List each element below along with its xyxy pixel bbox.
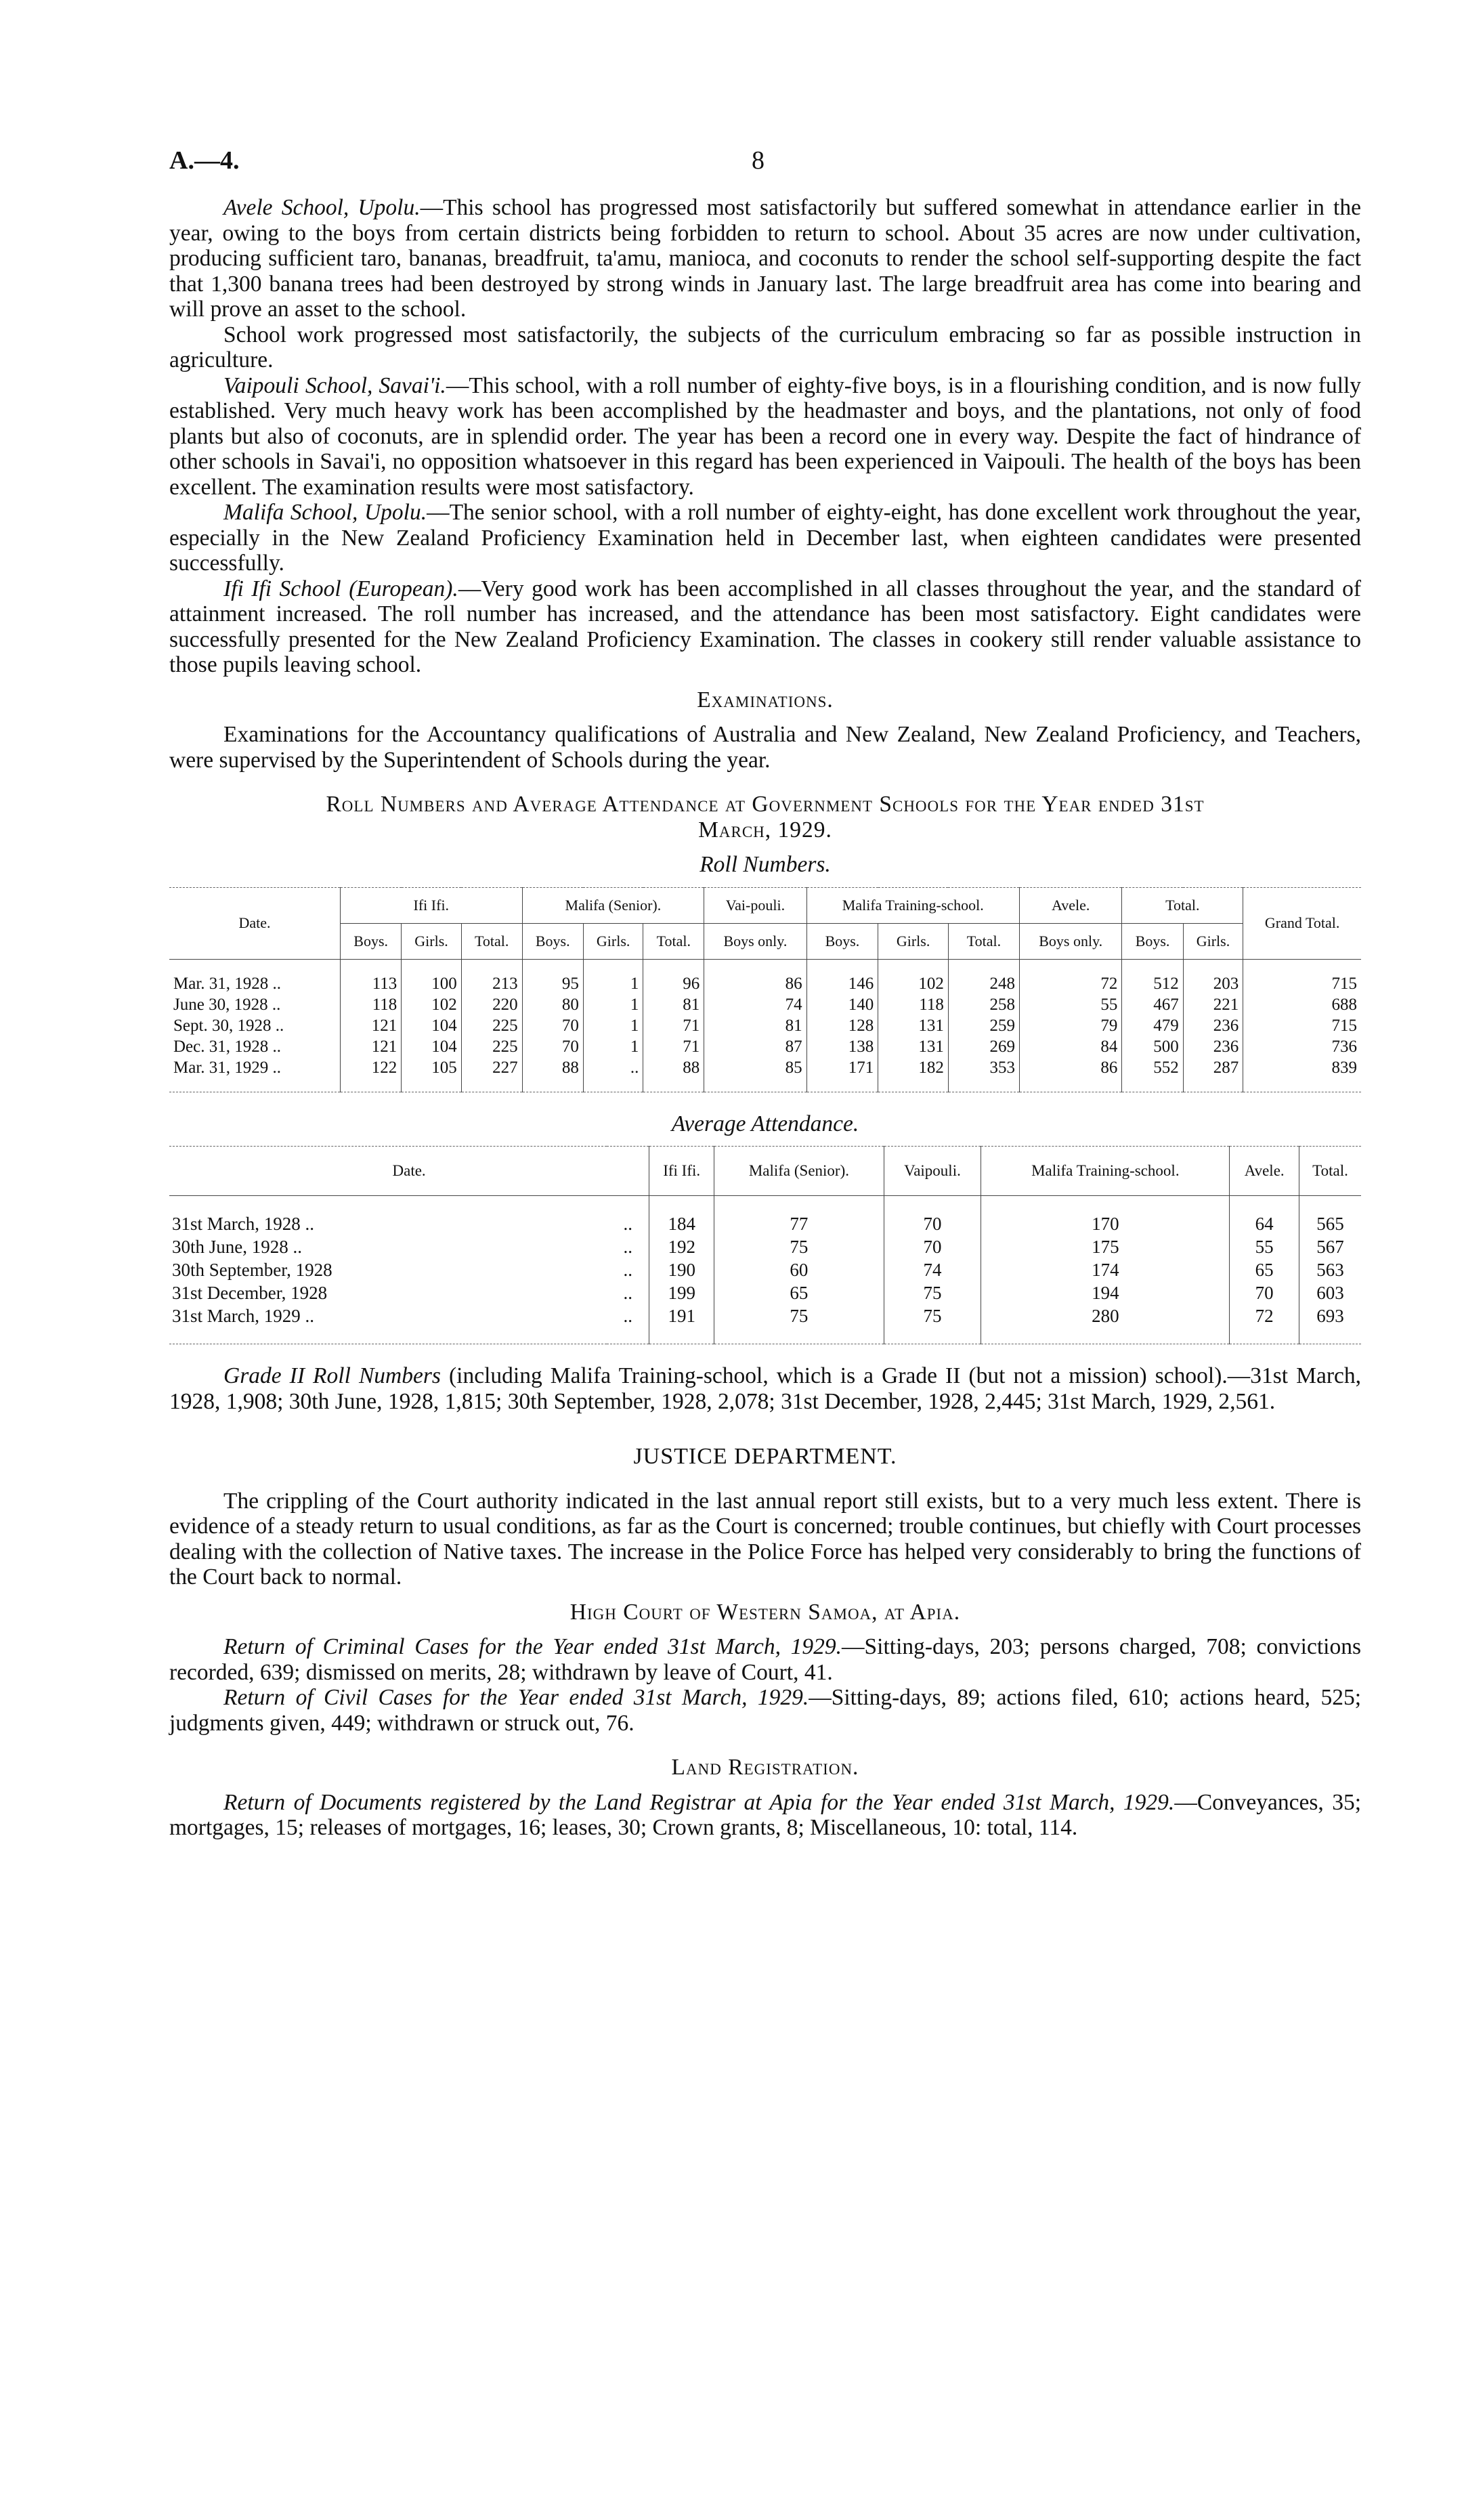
- roll-value-cell: 1: [583, 994, 643, 1015]
- roll-value-cell: 1: [583, 973, 643, 994]
- attendance-value-cell: 280: [981, 1304, 1230, 1327]
- criminal-cases-paragraph: Return of Criminal Cases for the Year ended 31st March, 1929.—Sitting-days, 203; persons charged, 708; convictions recorded, 639; dismissed on merits, 28; withdrawn by leave of Court, 41.: [169, 1634, 1361, 1685]
- attendance-value-cell: 194: [981, 1281, 1230, 1304]
- roll-value-cell: 715: [1243, 973, 1361, 994]
- sub-header: Girls.: [583, 923, 643, 959]
- sub-header: Total.: [948, 923, 1019, 959]
- average-attendance-table: [169, 1146, 1361, 1344]
- attendance-value-cell: 192: [649, 1235, 714, 1258]
- roll-date-cell: Sept. 30, 1928 ..: [173, 1016, 284, 1035]
- roll-value-cell: 225: [461, 1015, 522, 1036]
- roll-value-cell: 100: [402, 973, 462, 994]
- roll-value-cell: 688: [1243, 994, 1361, 1015]
- attendance-leader-cell: ..: [623, 1260, 632, 1280]
- page-number: 8: [752, 146, 765, 175]
- col-ifiifi: Ifi Ifi.: [341, 887, 523, 923]
- att-col-date: Date.: [169, 1147, 649, 1196]
- attendance-value-cell: 75: [884, 1304, 981, 1327]
- roll-numbers-subtitle: Roll Numbers.: [699, 852, 831, 877]
- roll-value-cell: 80: [522, 994, 583, 1015]
- attendance-value-cell: 75: [714, 1235, 884, 1258]
- attendance-value-cell: 693: [1299, 1304, 1361, 1327]
- roll-value-cell: 131: [878, 1015, 949, 1036]
- attendance-date-cell: 31st March, 1929 ..: [172, 1306, 314, 1326]
- attendance-row: [169, 1235, 1361, 1258]
- attendance-value-cell: 191: [649, 1304, 714, 1327]
- roll-value-cell: 71: [643, 1015, 704, 1036]
- justice-paragraph: The crippling of the Court authority indicated in the last annual report still exists, but to a very much less extent. There is evidence of a steady return to usual conditions, as far as the Court is concerned; trouble continues, but chiefly with Court processes dealing with the collection of Native taxes. The increase in the Police Force has helped very considerably to bring the functions of the Court back to normal.: [169, 1488, 1361, 1589]
- attendance-row: [169, 1304, 1361, 1327]
- attendance-value-cell: 60: [714, 1258, 884, 1281]
- roll-row: [169, 1015, 1361, 1036]
- attendance-value-cell: 55: [1230, 1235, 1299, 1258]
- roll-value-cell: 203: [1183, 973, 1243, 994]
- attendance-date-cell: 31st December, 1928: [172, 1283, 328, 1303]
- ifiifi-paragraph: Ifi Ifi School (European).—Very good work has been accomplished in all classes throughout the year, and the standard of attainment increased. The roll number has increased, and the attendance has been most satisfactory. Eight candidates were successfully presented for the New Zealand Proficiency Examination. The classes in cookery still render valuable assistance to those pupils leaving school.: [169, 576, 1362, 677]
- roll-value-cell: 269: [948, 1036, 1019, 1057]
- criminal-cases-heading: Return of Criminal Cases for the Year ended 31st March, 1929.: [223, 1634, 842, 1659]
- attendance-value-cell: 74: [884, 1258, 981, 1281]
- avele-paragraph-2: School work progressed most satisfactorily, the subjects of the curriculum embracing so far as possible instruction in agriculture.: [169, 322, 1361, 372]
- roll-value-cell: 138: [806, 1036, 878, 1057]
- grade2-heading: Grade II Roll Numbers: [223, 1363, 441, 1388]
- attendance-date-cell: 30th June, 1928 ..: [172, 1237, 302, 1257]
- attendance-leader-cell: ..: [623, 1283, 632, 1303]
- attendance-value-cell: 72: [1230, 1304, 1299, 1327]
- roll-value-cell: 88: [522, 1057, 583, 1078]
- roll-value-cell: 736: [1243, 1036, 1361, 1057]
- attendance-value-cell: 75: [714, 1304, 884, 1327]
- col-total: Total.: [1122, 887, 1243, 923]
- attendance-leader-cell: ..: [623, 1237, 632, 1257]
- roll-value-cell: 258: [948, 994, 1019, 1015]
- attendance-value-cell: 190: [649, 1258, 714, 1281]
- sub-header: Boys.: [1122, 923, 1183, 959]
- col-grand-total: Grand Total.: [1243, 887, 1361, 959]
- land-registration-return-heading: Return of Documents registered by the Land Registrar at Apia for the Year ended 31st March, 1929.: [223, 1789, 1175, 1815]
- attendance-leader-cell: ..: [623, 1214, 632, 1234]
- roll-value-cell: 104: [402, 1015, 462, 1036]
- attendance-date-cell: 31st March, 1928 ..: [172, 1214, 314, 1234]
- roll-value-cell: 86: [1020, 1057, 1122, 1078]
- roll-value-cell: 104: [402, 1036, 462, 1057]
- attendance-value-cell: 75: [884, 1281, 981, 1304]
- col-vaipouli: Vai-pouli.: [704, 887, 806, 923]
- col-date: Date.: [169, 887, 341, 959]
- roll-date-cell: June 30, 1928 ..: [173, 995, 281, 1014]
- roll-value-cell: 259: [948, 1015, 1019, 1036]
- avele-paragraph: Avele School, Upolu.—This school has progressed most satisfactorily but suffered somewhat in attendance earlier in the year, owing to the boys from certain districts being forbidden to return to school. About 35 acres are now under cultivation, producing sufficient taro, bananas, breadfruit, ta'amu, manioca, and coconuts to render the school self-supporting despite the fact that 1,300 banana trees had been destroyed by strong winds in January last. The large breadfruit area has come into bearing and will prove an asset to the school.: [169, 195, 1361, 322]
- roll-value-cell: 70: [522, 1015, 583, 1036]
- attendance-value-cell: 70: [884, 1235, 981, 1258]
- attendance-value-cell: 65: [714, 1281, 884, 1304]
- attendance-value-cell: 184: [649, 1212, 714, 1235]
- roll-value-cell: 122: [341, 1057, 402, 1078]
- roll-row: [169, 994, 1361, 1015]
- sub-header: Girls.: [1183, 923, 1243, 959]
- sub-header: Total.: [461, 923, 522, 959]
- roll-date-cell: Mar. 31, 1928 ..: [173, 974, 282, 993]
- roll-row: [169, 1057, 1361, 1078]
- sub-header: Girls.: [402, 923, 462, 959]
- average-attendance-subtitle: Average Attendance.: [671, 1111, 859, 1136]
- malifa-paragraph: Malifa School, Upolu.—The senior school, with a roll number of eighty-eight, has done excellent work throughout the year, especially in the New Zealand Proficiency Examination held in December last, when eighteen candidates were presented successfully.: [169, 500, 1361, 576]
- roll-value-cell: 146: [806, 973, 878, 994]
- roll-value-cell: 213: [461, 973, 522, 994]
- roll-value-cell: 182: [878, 1057, 949, 1078]
- attendance-value-cell: 174: [981, 1258, 1230, 1281]
- attendance-value-cell: 170: [981, 1212, 1230, 1235]
- roll-value-cell: 121: [341, 1015, 402, 1036]
- roll-value-cell: 236: [1183, 1015, 1243, 1036]
- examinations-paragraph: Examinations for the Accountancy qualifications of Australia and New Zealand, New Zealand Proficiency, and Teachers, were supervised by the Superintendent of Schools during the year.: [169, 722, 1361, 773]
- land-registration-paragraph: Return of Documents registered by the Land Registrar at Apia for the Year ended 31st March, 1929.—Conveyances, 35; mortgages, 15; releases of mortgages, 16; leases, 30; Crown grants, 8; Miscellaneous, 10: total, 114.: [169, 1789, 1362, 1840]
- att-col-avele: Avele.: [1230, 1147, 1299, 1196]
- attendance-row: [169, 1212, 1361, 1235]
- roll-value-cell: 79: [1020, 1015, 1122, 1036]
- roll-table-title-2: March, 1929.: [698, 817, 832, 842]
- roll-value-cell: 121: [341, 1036, 402, 1057]
- roll-value-cell: 353: [948, 1057, 1019, 1078]
- roll-value-cell: 1: [583, 1036, 643, 1057]
- roll-value-cell: 552: [1122, 1057, 1183, 1078]
- roll-value-cell: 81: [704, 1015, 806, 1036]
- avele-heading: Avele School, Upolu.: [223, 195, 421, 220]
- roll-date-cell: Dec. 31, 1928 ..: [173, 1037, 281, 1056]
- high-court-heading: High Court of Western Samoa, at Apia.: [569, 1599, 961, 1625]
- ifiifi-heading: Ifi Ifi School (European).: [223, 576, 458, 601]
- sub-header: Boys.: [522, 923, 583, 959]
- roll-value-cell: 227: [461, 1057, 522, 1078]
- att-col-total: Total.: [1299, 1147, 1361, 1196]
- roll-value-cell: 118: [878, 994, 949, 1015]
- land-registration-heading: Land Registration.: [671, 1755, 859, 1780]
- roll-value-cell: 71: [643, 1036, 704, 1057]
- roll-value-cell: 221: [1183, 994, 1243, 1015]
- roll-value-cell: 171: [806, 1057, 878, 1078]
- roll-value-cell: 128: [806, 1015, 878, 1036]
- sub-header: Boys.: [806, 923, 878, 959]
- attendance-value-cell: 563: [1299, 1258, 1361, 1281]
- roll-value-cell: 86: [704, 973, 806, 994]
- attendance-date-cell: 30th September, 1928: [172, 1260, 332, 1280]
- sub-header: Boys only.: [704, 923, 806, 959]
- attendance-value-cell: 64: [1230, 1212, 1299, 1235]
- roll-row: [169, 1036, 1361, 1057]
- roll-value-cell: 95: [522, 973, 583, 994]
- roll-value-cell: 85: [704, 1057, 806, 1078]
- col-malifa-senior: Malifa (Senior).: [522, 887, 704, 923]
- roll-value-cell: 118: [341, 994, 402, 1015]
- att-col-vaipouli: Vaipouli.: [884, 1147, 981, 1196]
- roll-value-cell: 479: [1122, 1015, 1183, 1036]
- roll-row: [169, 973, 1361, 994]
- roll-value-cell: 131: [878, 1036, 949, 1057]
- roll-value-cell: 55: [1020, 994, 1122, 1015]
- page-header: [169, 146, 1361, 186]
- roll-numbers-table: [169, 887, 1361, 1092]
- attendance-value-cell: 70: [884, 1212, 981, 1235]
- roll-value-cell: 225: [461, 1036, 522, 1057]
- average-attendance-body: [169, 1196, 1361, 1344]
- roll-value-cell: 220: [461, 994, 522, 1015]
- roll-date-cell: Mar. 31, 1929 ..: [173, 1058, 282, 1077]
- sub-header: Girls.: [878, 923, 949, 959]
- roll-value-cell: 105: [402, 1057, 462, 1078]
- roll-value-cell: 74: [704, 994, 806, 1015]
- roll-value-cell: 84: [1020, 1036, 1122, 1057]
- roll-value-cell: 88: [643, 1057, 704, 1078]
- attendance-value-cell: 70: [1230, 1281, 1299, 1304]
- civil-cases-paragraph: Return of Civil Cases for the Year ended 31st March, 1929.—Sitting-days, 89; actions filed, 610; actions heard, 525; judgments given, 449; withdrawn or struck out, 76.: [169, 1685, 1361, 1736]
- grade2-paragraph: Grade II Roll Numbers (including Malifa Training-school, which is a Grade II (but not a mission) school).—31st March, 1928, 1,908; 30th June, 1928, 1,815; 30th September, 1928, 2,078; 31st December, 1928, 2,445; 31st March, 1929, 2,561.: [169, 1363, 1361, 1414]
- att-col-malifa-senior: Malifa (Senior).: [714, 1147, 884, 1196]
- roll-value-cell: 102: [878, 973, 949, 994]
- roll-value-cell: 839: [1243, 1057, 1361, 1078]
- vaipouli-heading: Vaipouli School, Savai'i.: [223, 372, 446, 398]
- roll-value-cell: 248: [948, 973, 1019, 994]
- attendance-value-cell: 565: [1299, 1212, 1361, 1235]
- roll-value-cell: 715: [1243, 1015, 1361, 1036]
- roll-value-cell: 72: [1020, 973, 1122, 994]
- roll-value-cell: 102: [402, 994, 462, 1015]
- malifa-heading: Malifa School, Upolu.: [223, 500, 427, 525]
- roll-value-cell: 236: [1183, 1036, 1243, 1057]
- roll-table-title: Roll Numbers and Average Attendance at Government Schools for the Year ended 31st: [326, 792, 1205, 817]
- roll-value-cell: 500: [1122, 1036, 1183, 1057]
- col-malifa-training: Malifa Training-school.: [806, 887, 1019, 923]
- attendance-value-cell: 65: [1230, 1258, 1299, 1281]
- sub-header: Total.: [643, 923, 704, 959]
- justice-heading: JUSTICE DEPARTMENT.: [633, 1444, 897, 1469]
- roll-value-cell: ..: [583, 1057, 643, 1078]
- attendance-value-cell: 175: [981, 1235, 1230, 1258]
- roll-value-cell: 287: [1183, 1057, 1243, 1078]
- sub-header: Boys.: [341, 923, 402, 959]
- roll-value-cell: 512: [1122, 973, 1183, 994]
- attendance-row: [169, 1281, 1361, 1304]
- attendance-row: [169, 1258, 1361, 1281]
- attendance-value-cell: 603: [1299, 1281, 1361, 1304]
- att-col-ifiifi: Ifi Ifi.: [649, 1147, 714, 1196]
- attendance-value-cell: 567: [1299, 1235, 1361, 1258]
- report-reference: A.—4.: [169, 146, 240, 175]
- roll-value-cell: 140: [806, 994, 878, 1015]
- page-body: [169, 195, 1361, 1841]
- col-avele: Avele.: [1020, 887, 1122, 923]
- att-col-malifa-training: Malifa Training-school.: [981, 1147, 1230, 1196]
- civil-cases-heading: Return of Civil Cases for the Year ended 31st March, 1929.: [223, 1685, 809, 1710]
- roll-value-cell: 81: [643, 994, 704, 1015]
- sub-header: Boys only.: [1020, 923, 1122, 959]
- roll-value-cell: 113: [341, 973, 402, 994]
- vaipouli-paragraph: Vaipouli School, Savai'i.—This school, with a roll number of eighty-five boys, is in a flourishing condition, and is now fully established. Very much heavy work has been accomplished by the headmaster and boys, and the plantations, not only of food plants but also of coconuts, are in splendid order. The year has been a record one in every way. Despite the fact of hindrance of other schools in Savai'i, no opposition whatsoever in this regard has been experienced in Vaipouli. The health of the boys has been excellent. The examination results were most satisfactory.: [169, 372, 1361, 500]
- roll-value-cell: 96: [643, 973, 704, 994]
- attendance-value-cell: 77: [714, 1212, 884, 1235]
- attendance-value-cell: 199: [649, 1281, 714, 1304]
- roll-value-cell: 70: [522, 1036, 583, 1057]
- attendance-leader-cell: ..: [623, 1306, 632, 1326]
- roll-value-cell: 1: [583, 1015, 643, 1036]
- roll-value-cell: 87: [704, 1036, 806, 1057]
- roll-value-cell: 467: [1122, 994, 1183, 1015]
- roll-numbers-body: [169, 959, 1361, 1092]
- examinations-heading: Examinations.: [697, 687, 834, 712]
